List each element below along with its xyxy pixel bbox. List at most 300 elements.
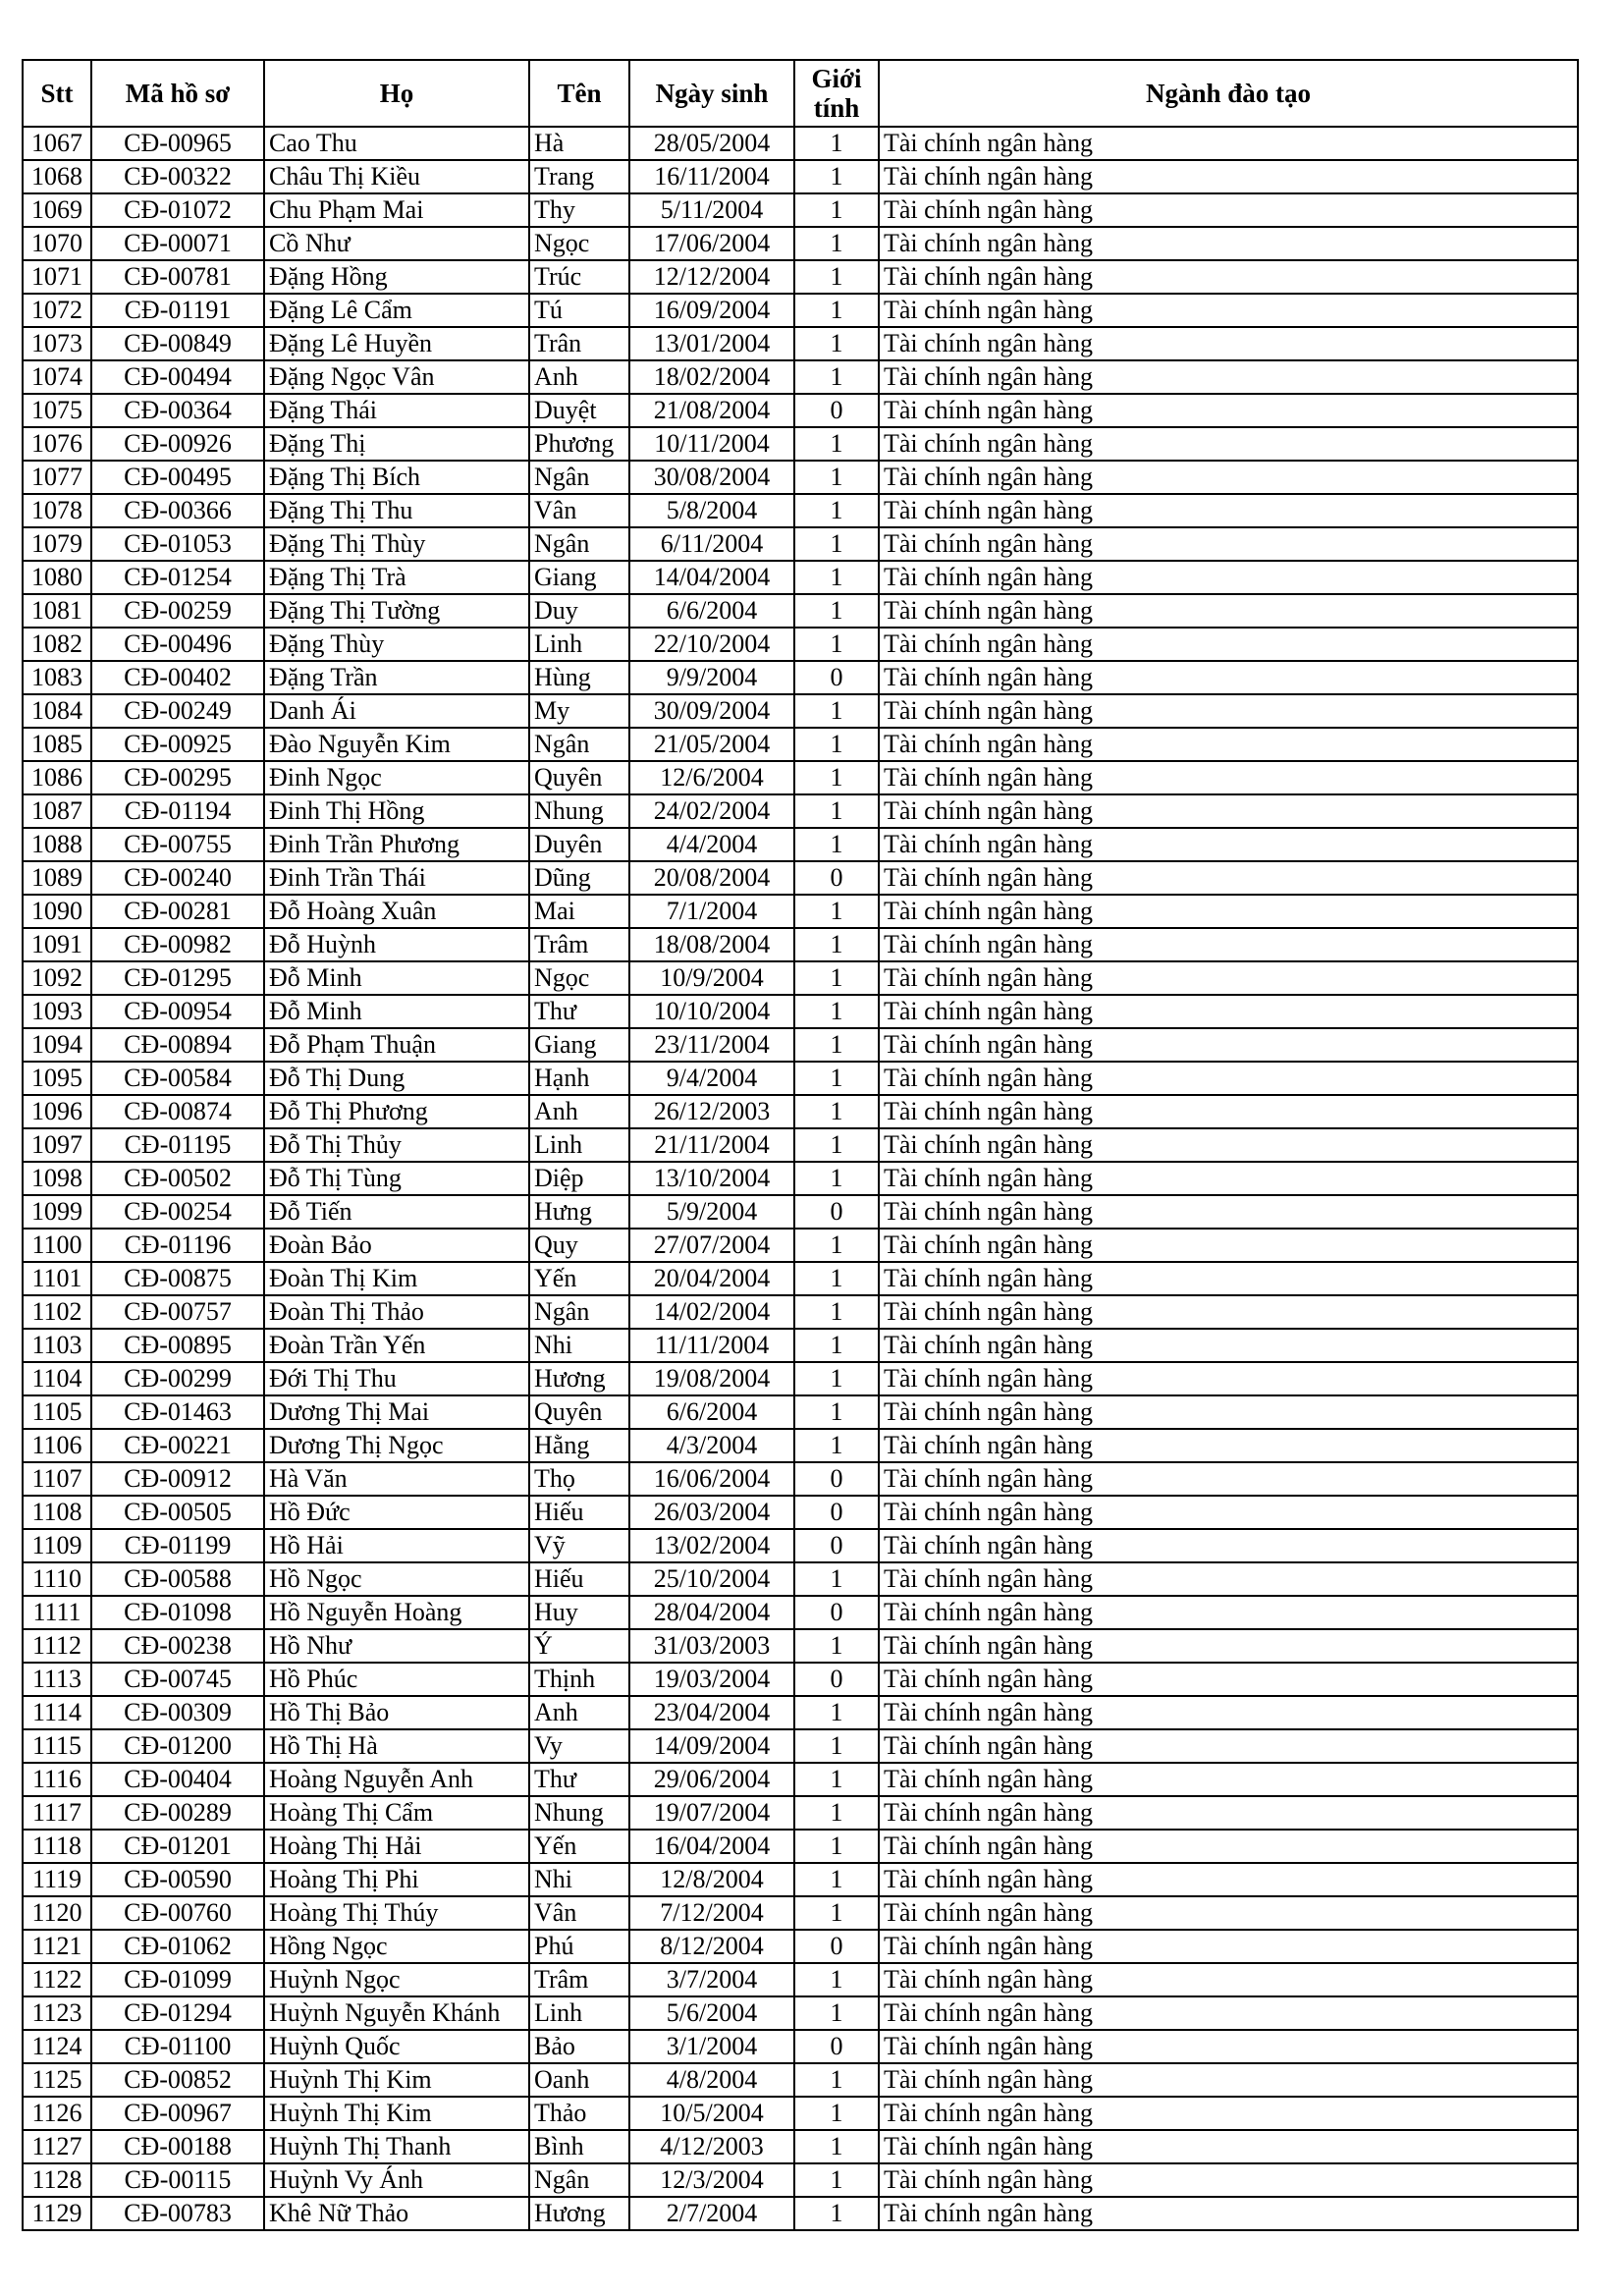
cell-ngay-sinh: 25/10/2004 — [629, 1562, 794, 1596]
table-row — [23, 1896, 1578, 1930]
cell-ten: Nhi — [529, 1863, 629, 1896]
cell-ma-ho-so: CĐ-00954 — [91, 995, 264, 1028]
table-row — [23, 1629, 1578, 1663]
cell-ten: Diệp — [529, 1162, 629, 1195]
cell-stt: 1075 — [23, 394, 91, 427]
cell-ho: Huỳnh Thị Thanh — [264, 2130, 529, 2163]
cell-nganh-dao-tao: Tài chính ngân hàng — [879, 1930, 1578, 1963]
cell-stt: 1120 — [23, 1896, 91, 1930]
cell-ho: Đinh Trần Phương — [264, 828, 529, 861]
cell-ma-ho-so: CĐ-01099 — [91, 1963, 264, 1996]
table-row — [23, 1930, 1578, 1963]
cell-ngay-sinh: 3/7/2004 — [629, 1963, 794, 1996]
cell-ho: Đặng Hồng — [264, 260, 529, 294]
table-row — [23, 1162, 1578, 1195]
cell-nganh-dao-tao: Tài chính ngân hàng — [879, 895, 1578, 928]
cell-ma-ho-so: CĐ-00505 — [91, 1496, 264, 1529]
table-row — [23, 828, 1578, 861]
cell-ngay-sinh: 10/11/2004 — [629, 427, 794, 461]
cell-ngay-sinh: 23/11/2004 — [629, 1028, 794, 1062]
cell-ngay-sinh: 7/1/2004 — [629, 895, 794, 928]
cell-gioi-tinh: 0 — [794, 1195, 879, 1229]
cell-ho: Dương Thị Ngọc — [264, 1429, 529, 1462]
cell-nganh-dao-tao: Tài chính ngân hàng — [879, 2030, 1578, 2063]
table-row — [23, 1562, 1578, 1596]
cell-ten: Tú — [529, 294, 629, 327]
table-row — [23, 427, 1578, 461]
cell-gioi-tinh: 1 — [794, 1796, 879, 1830]
cell-ho: Đỗ Minh — [264, 995, 529, 1028]
cell-ma-ho-so: CĐ-00366 — [91, 494, 264, 527]
cell-ngay-sinh: 19/07/2004 — [629, 1796, 794, 1830]
cell-ma-ho-so: CĐ-00967 — [91, 2097, 264, 2130]
cell-nganh-dao-tao: Tài chính ngân hàng — [879, 193, 1578, 227]
cell-gioi-tinh: 0 — [794, 1496, 879, 1529]
cell-ngay-sinh: 8/12/2004 — [629, 1930, 794, 1963]
cell-ma-ho-so: CĐ-00188 — [91, 2130, 264, 2163]
cell-ten: My — [529, 694, 629, 728]
cell-ma-ho-so: CĐ-00309 — [91, 1696, 264, 1729]
cell-ma-ho-so: CĐ-00299 — [91, 1362, 264, 1395]
cell-gioi-tinh: 1 — [794, 594, 879, 628]
cell-ho: Huỳnh Vy Ánh — [264, 2163, 529, 2197]
cell-ma-ho-so: CĐ-01053 — [91, 527, 264, 561]
table-row — [23, 2130, 1578, 2163]
table-row — [23, 1362, 1578, 1395]
cell-ho: Đỗ Huỳnh — [264, 928, 529, 961]
cell-gioi-tinh: 0 — [794, 394, 879, 427]
table-row — [23, 1830, 1578, 1863]
cell-ngay-sinh: 22/10/2004 — [629, 628, 794, 661]
cell-nganh-dao-tao: Tài chính ngân hàng — [879, 494, 1578, 527]
cell-stt: 1097 — [23, 1128, 91, 1162]
cell-stt: 1119 — [23, 1863, 91, 1896]
cell-ten: Phương — [529, 427, 629, 461]
cell-ho: Đoàn Bảo — [264, 1229, 529, 1262]
cell-stt: 1102 — [23, 1295, 91, 1329]
cell-ngay-sinh: 21/05/2004 — [629, 728, 794, 761]
cell-stt: 1118 — [23, 1830, 91, 1863]
cell-ngay-sinh: 21/11/2004 — [629, 1128, 794, 1162]
cell-stt: 1073 — [23, 327, 91, 360]
cell-ngay-sinh: 20/08/2004 — [629, 861, 794, 895]
table-row — [23, 1529, 1578, 1562]
cell-stt: 1092 — [23, 961, 91, 995]
cell-nganh-dao-tao: Tài chính ngân hàng — [879, 928, 1578, 961]
cell-gioi-tinh: 1 — [794, 794, 879, 828]
cell-gioi-tinh: 1 — [794, 761, 879, 794]
cell-gioi-tinh: 0 — [794, 1663, 879, 1696]
cell-ten: Trâm — [529, 1963, 629, 1996]
cell-ten: Thy — [529, 193, 629, 227]
cell-gioi-tinh: 1 — [794, 1429, 879, 1462]
cell-ten: Thảo — [529, 2097, 629, 2130]
cell-ho: Đoàn Thị Thảo — [264, 1295, 529, 1329]
cell-ho: Danh Ái — [264, 694, 529, 728]
cell-ngay-sinh: 5/6/2004 — [629, 1996, 794, 2030]
cell-ten: Hưng — [529, 1195, 629, 1229]
table-row — [23, 260, 1578, 294]
cell-ma-ho-so: CĐ-00221 — [91, 1429, 264, 1462]
cell-ngay-sinh: 13/10/2004 — [629, 1162, 794, 1195]
table-row — [23, 527, 1578, 561]
cell-ma-ho-so: CĐ-00895 — [91, 1329, 264, 1362]
cell-gioi-tinh: 1 — [794, 1629, 879, 1663]
cell-ho: Hồ Thị Bảo — [264, 1696, 529, 1729]
table-row — [23, 394, 1578, 427]
cell-ma-ho-so: CĐ-00912 — [91, 1462, 264, 1496]
cell-ngay-sinh: 14/02/2004 — [629, 1295, 794, 1329]
cell-ten: Ngân — [529, 461, 629, 494]
cell-ngay-sinh: 26/12/2003 — [629, 1095, 794, 1128]
cell-ho: Hồ Thị Hà — [264, 1729, 529, 1763]
cell-nganh-dao-tao: Tài chính ngân hàng — [879, 227, 1578, 260]
cell-ten: Quyên — [529, 1395, 629, 1429]
cell-ten: Bảo — [529, 2030, 629, 2063]
cell-gioi-tinh: 1 — [794, 1062, 879, 1095]
cell-ma-ho-so: CĐ-00254 — [91, 1195, 264, 1229]
cell-nganh-dao-tao: Tài chính ngân hàng — [879, 661, 1578, 694]
cell-stt: 1106 — [23, 1429, 91, 1462]
cell-ho: Đào Nguyễn Kim — [264, 728, 529, 761]
cell-stt: 1083 — [23, 661, 91, 694]
cell-ten: Yến — [529, 1830, 629, 1863]
cell-ma-ho-so: CĐ-00496 — [91, 628, 264, 661]
cell-ma-ho-so: CĐ-00404 — [91, 1763, 264, 1796]
cell-ho: Đinh Ngọc — [264, 761, 529, 794]
cell-ten: Phú — [529, 1930, 629, 1963]
cell-nganh-dao-tao: Tài chính ngân hàng — [879, 1162, 1578, 1195]
cell-stt: 1113 — [23, 1663, 91, 1696]
student-list-table — [22, 59, 1579, 2231]
cell-ho: Đặng Ngọc Vân — [264, 360, 529, 394]
cell-ngay-sinh: 28/05/2004 — [629, 127, 794, 160]
cell-nganh-dao-tao: Tài chính ngân hàng — [879, 1462, 1578, 1496]
cell-stt: 1116 — [23, 1763, 91, 1796]
cell-stt: 1095 — [23, 1062, 91, 1095]
cell-ten: Ngọc — [529, 961, 629, 995]
cell-ten: Hiếu — [529, 1562, 629, 1596]
cell-ten: Ngân — [529, 728, 629, 761]
cell-ten: Nhung — [529, 794, 629, 828]
cell-ngay-sinh: 2/7/2004 — [629, 2197, 794, 2230]
cell-nganh-dao-tao: Tài chính ngân hàng — [879, 1696, 1578, 1729]
cell-gioi-tinh: 1 — [794, 1763, 879, 1796]
table-row — [23, 327, 1578, 360]
cell-stt: 1093 — [23, 995, 91, 1028]
table-row — [23, 1395, 1578, 1429]
cell-ma-ho-so: CĐ-00982 — [91, 928, 264, 961]
table-row — [23, 1996, 1578, 2030]
table-row — [23, 1095, 1578, 1128]
cell-stt: 1070 — [23, 227, 91, 260]
cell-gioi-tinh: 1 — [794, 294, 879, 327]
table-row — [23, 1462, 1578, 1496]
cell-nganh-dao-tao: Tài chính ngân hàng — [879, 294, 1578, 327]
cell-stt: 1096 — [23, 1095, 91, 1128]
cell-nganh-dao-tao: Tài chính ngân hàng — [879, 2197, 1578, 2230]
cell-stt: 1086 — [23, 761, 91, 794]
cell-ho: Đới Thị Thu — [264, 1362, 529, 1395]
cell-ten: Trân — [529, 327, 629, 360]
cell-gioi-tinh: 0 — [794, 661, 879, 694]
cell-ngay-sinh: 19/03/2004 — [629, 1663, 794, 1696]
cell-ma-ho-so: CĐ-00781 — [91, 260, 264, 294]
cell-ma-ho-so: CĐ-00115 — [91, 2163, 264, 2197]
cell-ten: Hằng — [529, 1429, 629, 1462]
cell-ho: Đỗ Hoàng Xuân — [264, 895, 529, 928]
cell-nganh-dao-tao: Tài chính ngân hàng — [879, 1496, 1578, 1529]
cell-ngay-sinh: 18/02/2004 — [629, 360, 794, 394]
cell-ho: Đỗ Tiến — [264, 1195, 529, 1229]
cell-gioi-tinh: 1 — [794, 628, 879, 661]
cell-gioi-tinh: 1 — [794, 1830, 879, 1863]
cell-ma-ho-so: CĐ-00745 — [91, 1663, 264, 1696]
table-row — [23, 127, 1578, 160]
cell-nganh-dao-tao: Tài chính ngân hàng — [879, 1896, 1578, 1930]
table-row — [23, 227, 1578, 260]
cell-stt: 1087 — [23, 794, 91, 828]
cell-ngay-sinh: 6/6/2004 — [629, 594, 794, 628]
cell-nganh-dao-tao: Tài chính ngân hàng — [879, 2063, 1578, 2097]
cell-gioi-tinh: 1 — [794, 1128, 879, 1162]
cell-nganh-dao-tao: Tài chính ngân hàng — [879, 527, 1578, 561]
cell-ho: Đinh Thị Hồng — [264, 794, 529, 828]
cell-nganh-dao-tao: Tài chính ngân hàng — [879, 1095, 1578, 1128]
cell-ma-ho-so: CĐ-00926 — [91, 427, 264, 461]
cell-ho: Dương Thị Mai — [264, 1395, 529, 1429]
cell-ngay-sinh: 9/4/2004 — [629, 1062, 794, 1095]
table-row — [23, 1429, 1578, 1462]
cell-ngay-sinh: 30/08/2004 — [629, 461, 794, 494]
cell-stt: 1103 — [23, 1329, 91, 1362]
cell-ma-ho-so: CĐ-00071 — [91, 227, 264, 260]
cell-stt: 1068 — [23, 160, 91, 193]
cell-ho: Đặng Thùy — [264, 628, 529, 661]
cell-stt: 1110 — [23, 1562, 91, 1596]
cell-gioi-tinh: 1 — [794, 995, 879, 1028]
cell-ho: Huỳnh Ngọc — [264, 1963, 529, 1996]
table-row — [23, 1295, 1578, 1329]
cell-ho: Đoàn Trần Yến — [264, 1329, 529, 1362]
table-row — [23, 628, 1578, 661]
cell-ma-ho-so: CĐ-01191 — [91, 294, 264, 327]
cell-ho: Huỳnh Quốc — [264, 2030, 529, 2063]
cell-ten: Giang — [529, 561, 629, 594]
header-stt: Stt — [23, 60, 91, 127]
cell-ho: Đỗ Minh — [264, 961, 529, 995]
cell-ngay-sinh: 27/07/2004 — [629, 1229, 794, 1262]
cell-gioi-tinh: 1 — [794, 2163, 879, 2197]
cell-ho: Đỗ Thị Dung — [264, 1062, 529, 1095]
header-gioi-tinh: Giới tính — [794, 60, 879, 127]
cell-ngay-sinh: 24/02/2004 — [629, 794, 794, 828]
cell-ma-ho-so: CĐ-00874 — [91, 1095, 264, 1128]
cell-ten: Trang — [529, 160, 629, 193]
cell-ho: Đặng Thị Tường — [264, 594, 529, 628]
header-ngay-sinh: Ngày sinh — [629, 60, 794, 127]
cell-nganh-dao-tao: Tài chính ngân hàng — [879, 1830, 1578, 1863]
cell-ho: Hồng Ngọc — [264, 1930, 529, 1963]
table-row — [23, 661, 1578, 694]
cell-stt: 1081 — [23, 594, 91, 628]
cell-nganh-dao-tao: Tài chính ngân hàng — [879, 1729, 1578, 1763]
table-row — [23, 1195, 1578, 1229]
cell-ho: Đặng Thị Trà — [264, 561, 529, 594]
table-row — [23, 1763, 1578, 1796]
cell-stt: 1099 — [23, 1195, 91, 1229]
cell-gioi-tinh: 0 — [794, 2030, 879, 2063]
cell-ten: Hà — [529, 127, 629, 160]
cell-ngay-sinh: 4/12/2003 — [629, 2130, 794, 2163]
cell-nganh-dao-tao: Tài chính ngân hàng — [879, 861, 1578, 895]
cell-ma-ho-so: CĐ-00502 — [91, 1162, 264, 1195]
cell-stt: 1094 — [23, 1028, 91, 1062]
cell-stt: 1121 — [23, 1930, 91, 1963]
table-row — [23, 594, 1578, 628]
table-row — [23, 1329, 1578, 1362]
cell-stt: 1076 — [23, 427, 91, 461]
table-row — [23, 1062, 1578, 1095]
cell-ho: Khê Nữ Thảo — [264, 2197, 529, 2230]
cell-ho: Châu Thị Kiều — [264, 160, 529, 193]
cell-ngay-sinh: 17/06/2004 — [629, 227, 794, 260]
cell-ho: Hồ Như — [264, 1629, 529, 1663]
cell-ma-ho-so: CĐ-01100 — [91, 2030, 264, 2063]
table-row — [23, 761, 1578, 794]
cell-gioi-tinh: 1 — [794, 895, 879, 928]
cell-ma-ho-so: CĐ-01199 — [91, 1529, 264, 1562]
cell-ho: Huỳnh Thị Kim — [264, 2063, 529, 2097]
cell-ngay-sinh: 14/04/2004 — [629, 561, 794, 594]
cell-gioi-tinh: 1 — [794, 2197, 879, 2230]
cell-nganh-dao-tao: Tài chính ngân hàng — [879, 828, 1578, 861]
cell-ma-ho-so: CĐ-00259 — [91, 594, 264, 628]
cell-ma-ho-so: CĐ-01295 — [91, 961, 264, 995]
cell-ma-ho-so: CĐ-01201 — [91, 1830, 264, 1863]
cell-ho: Hoàng Thị Cẩm — [264, 1796, 529, 1830]
cell-ten: Duy — [529, 594, 629, 628]
cell-ma-ho-so: CĐ-00783 — [91, 2197, 264, 2230]
cell-ho: Đặng Thị Bích — [264, 461, 529, 494]
cell-ngay-sinh: 4/8/2004 — [629, 2063, 794, 2097]
cell-ngay-sinh: 4/4/2004 — [629, 828, 794, 861]
cell-nganh-dao-tao: Tài chính ngân hàng — [879, 561, 1578, 594]
cell-ngay-sinh: 12/12/2004 — [629, 260, 794, 294]
cell-stt: 1112 — [23, 1629, 91, 1663]
cell-ten: Vân — [529, 1896, 629, 1930]
cell-nganh-dao-tao: Tài chính ngân hàng — [879, 427, 1578, 461]
cell-gioi-tinh: 1 — [794, 427, 879, 461]
cell-ten: Thư — [529, 1763, 629, 1796]
cell-ma-ho-so: CĐ-00495 — [91, 461, 264, 494]
cell-ma-ho-so: CĐ-00240 — [91, 861, 264, 895]
cell-ten: Ngân — [529, 1295, 629, 1329]
table-row — [23, 694, 1578, 728]
cell-ho: Hà Văn — [264, 1462, 529, 1496]
cell-ho: Đinh Trần Thái — [264, 861, 529, 895]
table-row — [23, 1496, 1578, 1529]
cell-ten: Huy — [529, 1596, 629, 1629]
cell-ten: Anh — [529, 1696, 629, 1729]
cell-ngay-sinh: 31/03/2003 — [629, 1629, 794, 1663]
table-row — [23, 995, 1578, 1028]
table-row — [23, 160, 1578, 193]
cell-gioi-tinh: 1 — [794, 1028, 879, 1062]
cell-stt: 1090 — [23, 895, 91, 928]
cell-ngay-sinh: 16/11/2004 — [629, 160, 794, 193]
cell-ma-ho-so: CĐ-01254 — [91, 561, 264, 594]
cell-nganh-dao-tao: Tài chính ngân hàng — [879, 1796, 1578, 1830]
cell-ma-ho-so: CĐ-00590 — [91, 1863, 264, 1896]
cell-nganh-dao-tao: Tài chính ngân hàng — [879, 394, 1578, 427]
cell-ho: Đỗ Thị Tùng — [264, 1162, 529, 1195]
cell-stt: 1111 — [23, 1596, 91, 1629]
cell-ten: Anh — [529, 1095, 629, 1128]
cell-stt: 1080 — [23, 561, 91, 594]
cell-nganh-dao-tao: Tài chính ngân hàng — [879, 1562, 1578, 1596]
cell-stt: 1079 — [23, 527, 91, 561]
header-nganh-dao-tao: Ngành đào tạo — [879, 60, 1578, 127]
table-row — [23, 1663, 1578, 1696]
cell-ten: Duyên — [529, 828, 629, 861]
cell-ten: Duyệt — [529, 394, 629, 427]
cell-ngay-sinh: 16/04/2004 — [629, 1830, 794, 1863]
cell-stt: 1088 — [23, 828, 91, 861]
cell-ma-ho-so: CĐ-00757 — [91, 1295, 264, 1329]
cell-gioi-tinh: 1 — [794, 1696, 879, 1729]
cell-ma-ho-so: CĐ-00295 — [91, 761, 264, 794]
cell-stt: 1069 — [23, 193, 91, 227]
cell-stt: 1101 — [23, 1262, 91, 1295]
cell-ten: Hương — [529, 2197, 629, 2230]
cell-gioi-tinh: 1 — [794, 1896, 879, 1930]
cell-nganh-dao-tao: Tài chính ngân hàng — [879, 260, 1578, 294]
cell-nganh-dao-tao: Tài chính ngân hàng — [879, 2097, 1578, 2130]
cell-gioi-tinh: 1 — [794, 1095, 879, 1128]
cell-nganh-dao-tao: Tài chính ngân hàng — [879, 628, 1578, 661]
cell-ho: Đặng Thị Thu — [264, 494, 529, 527]
cell-gioi-tinh: 1 — [794, 494, 879, 527]
table-row — [23, 861, 1578, 895]
cell-nganh-dao-tao: Tài chính ngân hàng — [879, 728, 1578, 761]
cell-ngay-sinh: 13/02/2004 — [629, 1529, 794, 1562]
header-ho: Họ — [264, 60, 529, 127]
cell-ngay-sinh: 20/04/2004 — [629, 1262, 794, 1295]
cell-stt: 1074 — [23, 360, 91, 394]
cell-nganh-dao-tao: Tài chính ngân hàng — [879, 1996, 1578, 2030]
cell-gioi-tinh: 1 — [794, 1262, 879, 1295]
cell-ho: Hoàng Thị Phi — [264, 1863, 529, 1896]
cell-nganh-dao-tao: Tài chính ngân hàng — [879, 1362, 1578, 1395]
cell-stt: 1105 — [23, 1395, 91, 1429]
cell-ma-ho-so: CĐ-00588 — [91, 1562, 264, 1596]
cell-stt: 1072 — [23, 294, 91, 327]
cell-gioi-tinh: 1 — [794, 1362, 879, 1395]
table-row — [23, 1596, 1578, 1629]
cell-nganh-dao-tao: Tài chính ngân hàng — [879, 1128, 1578, 1162]
cell-ngay-sinh: 26/03/2004 — [629, 1496, 794, 1529]
cell-ho: Chu Phạm Mai — [264, 193, 529, 227]
table-row — [23, 193, 1578, 227]
table-row — [23, 2197, 1578, 2230]
cell-ten: Trúc — [529, 260, 629, 294]
cell-stt: 1128 — [23, 2163, 91, 2197]
cell-ngay-sinh: 19/08/2004 — [629, 1362, 794, 1395]
cell-ho: Đỗ Thị Thủy — [264, 1128, 529, 1162]
cell-ngay-sinh: 30/09/2004 — [629, 694, 794, 728]
cell-ten: Ý — [529, 1629, 629, 1663]
